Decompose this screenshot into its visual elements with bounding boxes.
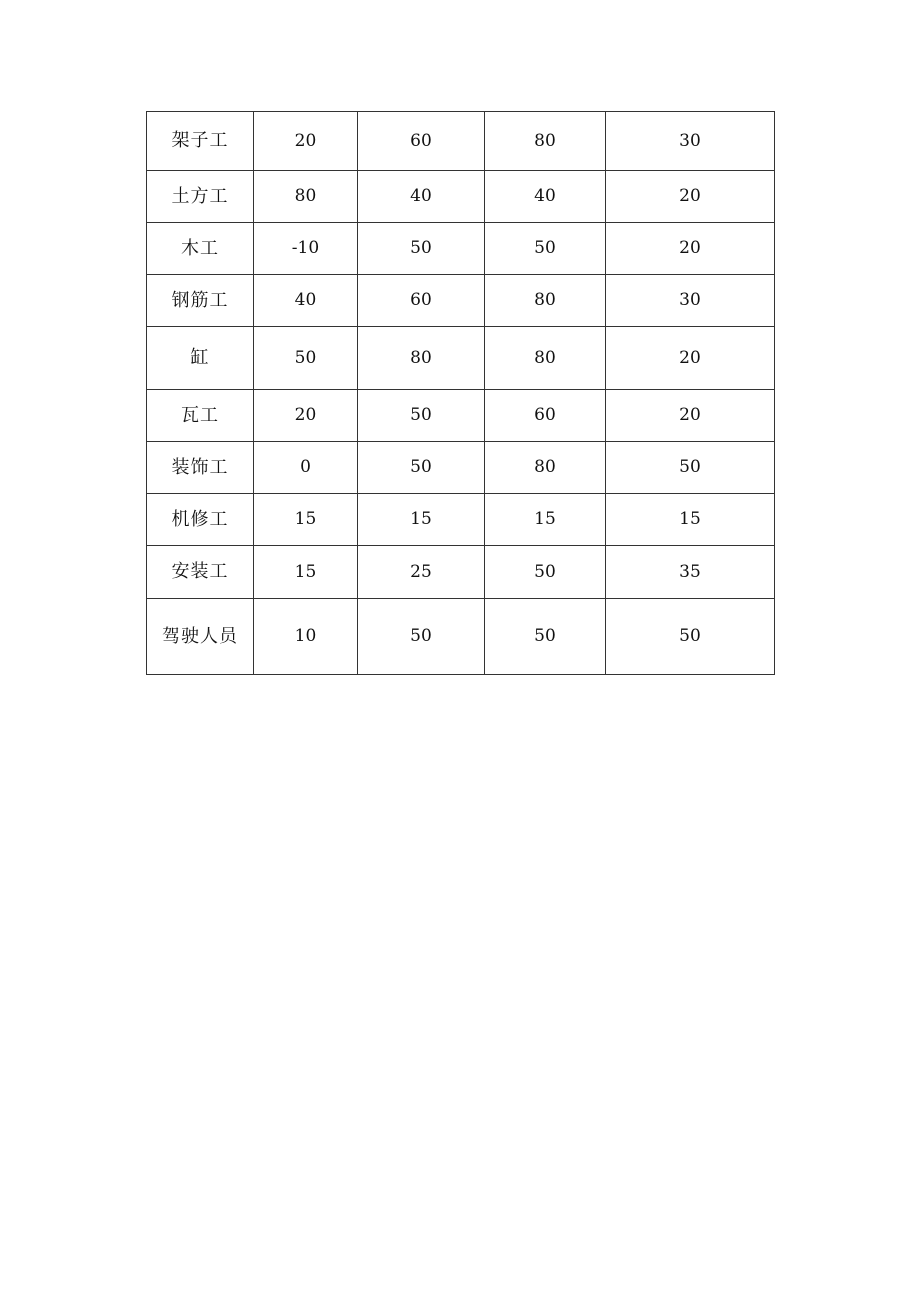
value-cell: 50 [485,546,606,599]
value-cell: 0 [254,442,358,494]
table-row [147,390,775,442]
labor-table [146,111,775,675]
table-row [147,494,775,546]
trade-name-cell: 机修工 [147,494,254,546]
value-cell: 50 [358,599,485,675]
value-cell: 20 [254,112,358,171]
value-cell: 15 [358,494,485,546]
value-cell: 60 [358,112,485,171]
trade-name-cell: 装饰工 [147,442,254,494]
value-cell: 50 [485,599,606,675]
value-cell: 35 [606,546,775,599]
value-cell: 80 [358,327,485,390]
table-row [147,171,775,223]
value-cell: 15 [606,494,775,546]
trade-name-cell: 木工 [147,223,254,275]
value-cell: 20 [606,327,775,390]
trade-name-cell: 架子工 [147,112,254,171]
trade-name-cell: 瓦工 [147,390,254,442]
value-cell: 50 [485,223,606,275]
value-cell: 80 [485,442,606,494]
value-cell: 25 [358,546,485,599]
value-cell: 80 [485,112,606,171]
value-cell: 20 [606,390,775,442]
value-cell: 80 [485,327,606,390]
trade-name-cell: 钢筋工 [147,275,254,327]
value-cell: 40 [254,275,358,327]
value-cell: 30 [606,275,775,327]
value-cell: 20 [606,171,775,223]
value-cell: 60 [485,390,606,442]
table-row [147,223,775,275]
value-cell: 80 [254,171,358,223]
value-cell: 60 [358,275,485,327]
trade-name-cell: 驾驶人员 [147,599,254,675]
table-row [147,442,775,494]
table-row [147,599,775,675]
table-row [147,112,775,171]
value-cell: 15 [254,494,358,546]
table-row [147,327,775,390]
value-cell: 40 [358,171,485,223]
value-cell: 20 [254,390,358,442]
value-cell: 50 [358,223,485,275]
value-cell: -10 [254,223,358,275]
value-cell: 10 [254,599,358,675]
value-cell: 80 [485,275,606,327]
value-cell: 30 [606,112,775,171]
trade-name-cell: 安装工 [147,546,254,599]
value-cell: 50 [358,390,485,442]
value-cell: 40 [485,171,606,223]
table-row [147,275,775,327]
value-cell: 50 [606,599,775,675]
table-row [147,546,775,599]
value-cell: 50 [606,442,775,494]
value-cell: 20 [606,223,775,275]
trade-name-cell: 土方工 [147,171,254,223]
value-cell: 15 [485,494,606,546]
trade-name-cell: 缸 [147,327,254,390]
value-cell: 50 [254,327,358,390]
value-cell: 15 [254,546,358,599]
value-cell: 50 [358,442,485,494]
